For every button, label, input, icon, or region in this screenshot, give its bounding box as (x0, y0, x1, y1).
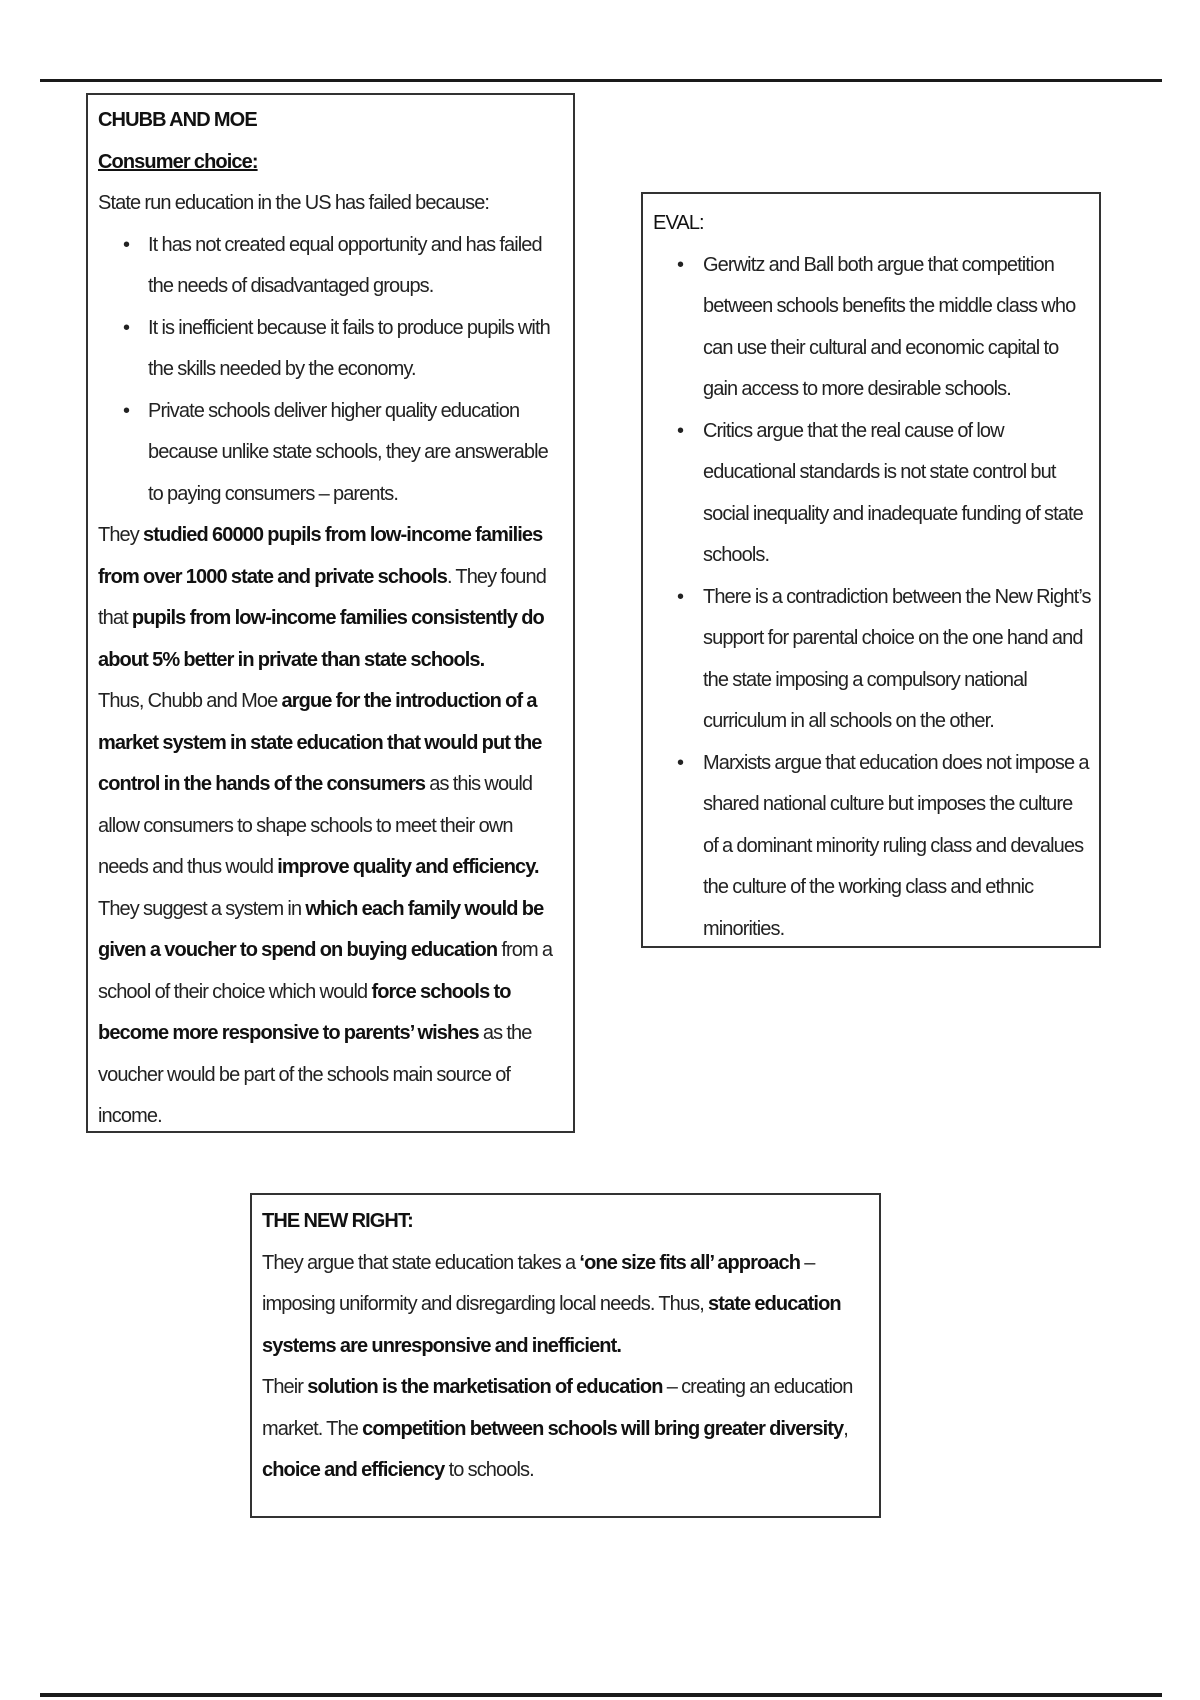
chubb-moe-intro: State run education in the US has failed because: (98, 192, 490, 214)
list-item: • There is a contradiction between the New Right’s support for parental choice on the one hand and the state imposing a compulsory national curriculum in all schools on the other. (653, 577, 1091, 743)
consumer-choice-subtitle: Consumer choice: (98, 150, 258, 173)
list-item: • Gerwitz and Ball both argue that competition between schools benefits the middle class who can use their cultural and economic capital to gain access to more desirable schools. (653, 245, 1091, 411)
eval-bullet-list (653, 245, 1091, 951)
voucher-paragraph: They suggest a system in which each family would be given a voucher to spend on buying education from a school of their choice which would force schools to become more responsive to parents’ wishes as the voucher would be part of the schools main source of income. (98, 897, 553, 1127)
eval-title: EVAL: (653, 212, 704, 234)
eval-box (641, 192, 1101, 948)
one-size-paragraph: They argue that state education takes a ‘one size fits all’ approach – imposing uniformity and disregarding local needs. Thus, state education systems are unresponsive and inefficient. (262, 1251, 841, 1357)
study-paragraph: They studied 60000 pupils from low-income families from over 1000 state and private schools. They found that pupils from low-income families consistently do about 5% better in private than state schools. (98, 524, 546, 671)
chubb-moe-bullet-list (98, 225, 563, 516)
market-system-paragraph: Thus, Chubb and Moe argue for the introduction of a market system in state education that would put the control in the hands of the consumers as this would allow consumers to shape schools to meet their own needs and thus would improve quality and efficiency. (98, 690, 542, 878)
chubb-moe-box (86, 93, 575, 1133)
marketisation-paragraph: Their solution is the marketisation of education – creating an education market. The competition between schools will bring greater diversity, choice and efficiency to schools. (262, 1376, 853, 1481)
top-rule (40, 79, 1162, 82)
list-item: • Private schools deliver higher quality education because unlike state schools, they are answerable to paying consumers – parents. (98, 391, 563, 516)
new-right-box (250, 1193, 881, 1518)
list-item: • It is inefficient because it fails to produce pupils with the skills needed by the economy. (98, 308, 563, 391)
list-item: • It has not created equal opportunity and has failed the needs of disadvantaged groups. (98, 225, 563, 308)
chubb-moe-title: CHUBB AND MOE (98, 109, 257, 131)
list-item: • Critics argue that the real cause of low educational standards is not state control but social inequality and inadequate funding of state schools. (653, 411, 1091, 577)
bottom-rule (40, 1693, 1162, 1697)
list-item: • Marxists argue that education does not impose a shared national culture but imposes the culture of a dominant minority ruling class and devalues the culture of the working class and ethnic minorities. (653, 743, 1091, 951)
new-right-title: THE NEW RIGHT: (262, 1210, 413, 1232)
